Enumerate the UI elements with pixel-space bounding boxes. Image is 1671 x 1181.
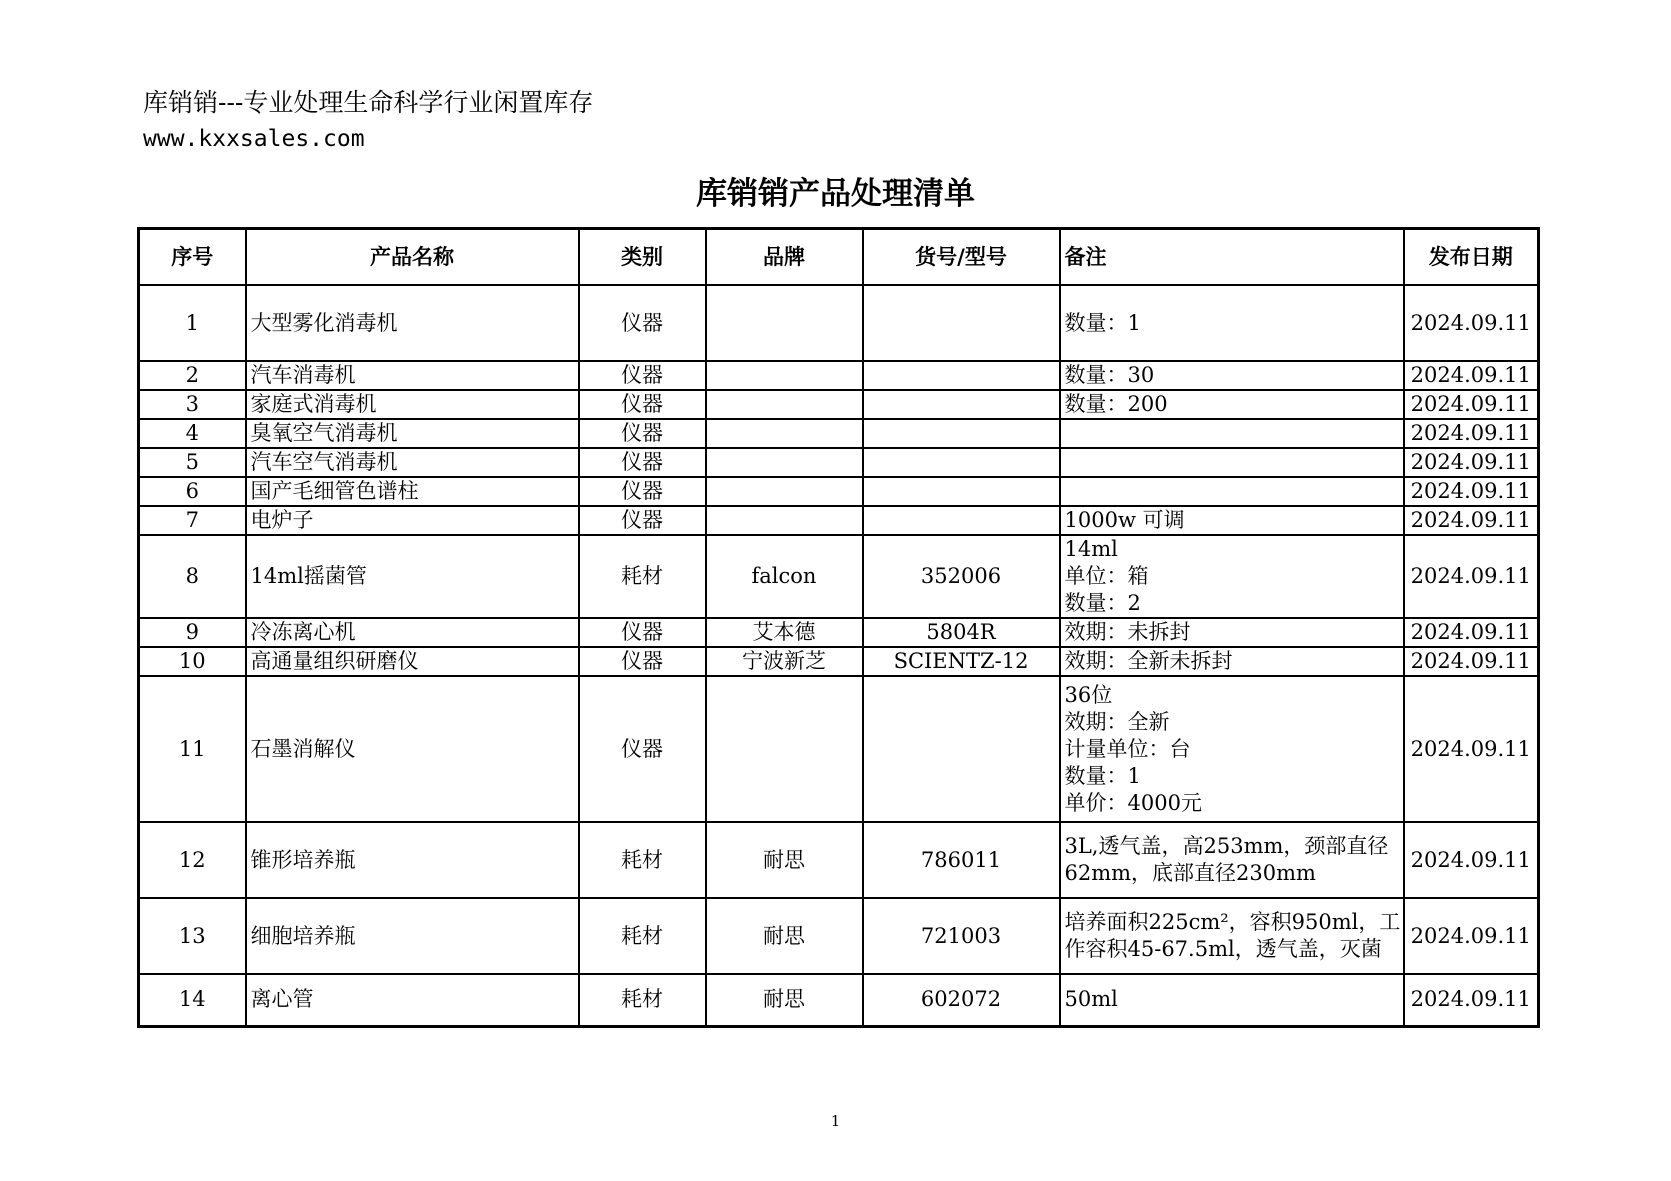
column-header-no: 序号 bbox=[139, 229, 246, 286]
cell-product-name: 高通量组织研磨仪 bbox=[246, 647, 579, 676]
cell-brand bbox=[706, 477, 863, 506]
table-row bbox=[139, 448, 1539, 477]
cell-model: 352006 bbox=[863, 535, 1060, 618]
remark-line: 数量：30 bbox=[1064, 363, 1155, 387]
table-row bbox=[139, 361, 1539, 390]
table-row bbox=[139, 822, 1539, 898]
cell-no: 9 bbox=[139, 618, 246, 647]
cell-brand bbox=[706, 506, 863, 535]
cell-model bbox=[863, 477, 1060, 506]
cell-no: 4 bbox=[139, 419, 246, 448]
table-row bbox=[139, 477, 1539, 506]
cell-date: 2024.09.11 bbox=[1404, 618, 1539, 647]
cell-category: 耗材 bbox=[579, 535, 706, 618]
document-title: 库销销产品处理清单 bbox=[696, 176, 975, 212]
cell-model bbox=[863, 285, 1060, 361]
remark-line: 计量单位：台 bbox=[1064, 736, 1191, 761]
table-row bbox=[139, 535, 1539, 618]
cell-remarks bbox=[1060, 535, 1404, 618]
remark-line: 数量：2 bbox=[1064, 591, 1141, 615]
cell-date: 2024.09.11 bbox=[1404, 419, 1539, 448]
cell-product-name: 家庭式消毒机 bbox=[246, 390, 579, 419]
cell-date: 2024.09.11 bbox=[1404, 647, 1539, 676]
remark-line: 单价：4000元 bbox=[1064, 790, 1202, 815]
cell-product-name: 细胞培养瓶 bbox=[246, 898, 579, 974]
cell-brand: 耐思 bbox=[706, 974, 863, 1026]
cell-product-name: 大型雾化消毒机 bbox=[246, 285, 579, 361]
table-row bbox=[139, 898, 1539, 974]
remark-line: 作容积45-67.5ml，透气盖，灭菌 bbox=[1064, 937, 1382, 961]
cell-date: 2024.09.11 bbox=[1404, 361, 1539, 390]
remark-line: 效期：全新 bbox=[1064, 709, 1170, 734]
remark-line: 36位 bbox=[1064, 682, 1113, 707]
cell-category: 仪器 bbox=[579, 419, 706, 448]
cell-category: 耗材 bbox=[579, 898, 706, 974]
cell-model bbox=[863, 361, 1060, 390]
remark-line: 单位：箱 bbox=[1064, 564, 1149, 588]
cell-product-name: 电炉子 bbox=[246, 506, 579, 535]
cell-no: 6 bbox=[139, 477, 246, 506]
cell-remarks bbox=[1060, 419, 1404, 448]
table-row bbox=[139, 618, 1539, 647]
cell-brand bbox=[706, 448, 863, 477]
website-url: www.kxxsales.com bbox=[143, 126, 365, 152]
cell-date: 2024.09.11 bbox=[1404, 390, 1539, 419]
cell-remarks bbox=[1060, 676, 1404, 822]
table-row bbox=[139, 676, 1539, 822]
cell-no: 1 bbox=[139, 285, 246, 361]
cell-brand bbox=[706, 676, 863, 822]
cell-remarks bbox=[1060, 285, 1404, 361]
cell-brand: 艾本德 bbox=[706, 618, 863, 647]
column-header-model: 货号/型号 bbox=[863, 229, 1060, 286]
table-row bbox=[139, 647, 1539, 676]
cell-product-name: 14ml摇菌管 bbox=[246, 535, 579, 618]
remark-line: 3L,透气盖，高253mm，颈部直径 bbox=[1064, 834, 1389, 858]
remark-line: 数量：1 bbox=[1064, 310, 1141, 335]
company-slogan: 库销销---专业处理生命科学行业闲置库存 bbox=[143, 88, 594, 117]
cell-brand: 宁波新芝 bbox=[706, 647, 863, 676]
table-body bbox=[139, 285, 1539, 1026]
column-header-brand: 品牌 bbox=[706, 229, 863, 286]
cell-date: 2024.09.11 bbox=[1404, 448, 1539, 477]
cell-model bbox=[863, 676, 1060, 822]
cell-remarks bbox=[1060, 618, 1404, 647]
cell-brand: 耐思 bbox=[706, 822, 863, 898]
table-row bbox=[139, 506, 1539, 535]
cell-category: 耗材 bbox=[579, 822, 706, 898]
cell-date: 2024.09.11 bbox=[1404, 898, 1539, 974]
remark-line: 培养面积225cm²，容积950ml，工 bbox=[1064, 910, 1401, 934]
cell-category: 仪器 bbox=[579, 676, 706, 822]
column-header-date: 发布日期 bbox=[1404, 229, 1539, 286]
cell-date: 2024.09.11 bbox=[1404, 535, 1539, 618]
cell-model bbox=[863, 419, 1060, 448]
cell-remarks bbox=[1060, 506, 1404, 535]
product-table bbox=[137, 227, 1540, 1028]
table-row bbox=[139, 974, 1539, 1026]
cell-no: 12 bbox=[139, 822, 246, 898]
cell-no: 14 bbox=[139, 974, 246, 1026]
page-number: 1 bbox=[830, 1112, 841, 1130]
cell-remarks bbox=[1060, 822, 1404, 898]
cell-remarks bbox=[1060, 361, 1404, 390]
cell-date: 2024.09.11 bbox=[1404, 676, 1539, 822]
cell-no: 7 bbox=[139, 506, 246, 535]
cell-category: 仪器 bbox=[579, 618, 706, 647]
cell-product-name: 离心管 bbox=[246, 974, 579, 1026]
cell-brand bbox=[706, 390, 863, 419]
cell-model bbox=[863, 390, 1060, 419]
cell-date: 2024.09.11 bbox=[1404, 974, 1539, 1026]
cell-category: 仪器 bbox=[579, 647, 706, 676]
cell-date: 2024.09.11 bbox=[1404, 822, 1539, 898]
cell-category: 仪器 bbox=[579, 448, 706, 477]
table-row bbox=[139, 285, 1539, 361]
cell-brand bbox=[706, 361, 863, 390]
remark-line: 62mm，底部直径230mm bbox=[1064, 861, 1316, 885]
remark-line: 50ml bbox=[1064, 987, 1118, 1012]
cell-model: 602072 bbox=[863, 974, 1060, 1026]
cell-model: 786011 bbox=[863, 822, 1060, 898]
cell-product-name: 冷冻离心机 bbox=[246, 618, 579, 647]
cell-no: 11 bbox=[139, 676, 246, 822]
table-row bbox=[139, 419, 1539, 448]
cell-no: 10 bbox=[139, 647, 246, 676]
cell-category: 仪器 bbox=[579, 361, 706, 390]
cell-no: 2 bbox=[139, 361, 246, 390]
cell-no: 8 bbox=[139, 535, 246, 618]
remark-line: 14ml bbox=[1064, 537, 1118, 561]
cell-category: 仪器 bbox=[579, 390, 706, 419]
cell-product-name: 臭氧空气消毒机 bbox=[246, 419, 579, 448]
cell-no: 13 bbox=[139, 898, 246, 974]
cell-category: 仪器 bbox=[579, 477, 706, 506]
column-header-remarks: 备注 bbox=[1060, 229, 1404, 286]
cell-no: 3 bbox=[139, 390, 246, 419]
cell-product-name: 汽车消毒机 bbox=[246, 361, 579, 390]
cell-model: 721003 bbox=[863, 898, 1060, 974]
cell-remarks bbox=[1060, 390, 1404, 419]
cell-brand: falcon bbox=[706, 535, 863, 618]
cell-remarks bbox=[1060, 448, 1404, 477]
cell-brand bbox=[706, 419, 863, 448]
cell-model: 5804R bbox=[863, 618, 1060, 647]
remark-line: 效期：未拆封 bbox=[1064, 620, 1191, 644]
cell-remarks bbox=[1060, 477, 1404, 506]
table-header-row bbox=[139, 229, 1539, 286]
cell-remarks bbox=[1060, 647, 1404, 676]
cell-date: 2024.09.11 bbox=[1404, 285, 1539, 361]
table-row bbox=[139, 390, 1539, 419]
cell-product-name: 国产毛细管色谱柱 bbox=[246, 477, 579, 506]
cell-model: SCIENTZ-12 bbox=[863, 647, 1060, 676]
cell-no: 5 bbox=[139, 448, 246, 477]
cell-date: 2024.09.11 bbox=[1404, 506, 1539, 535]
cell-category: 仪器 bbox=[579, 506, 706, 535]
cell-brand: 耐思 bbox=[706, 898, 863, 974]
cell-category: 耗材 bbox=[579, 974, 706, 1026]
remark-line: 数量：200 bbox=[1064, 392, 1168, 416]
remark-line: 1000w 可调 bbox=[1064, 508, 1185, 532]
cell-product-name: 石墨消解仪 bbox=[246, 676, 579, 822]
cell-model bbox=[863, 448, 1060, 477]
column-header-name: 产品名称 bbox=[246, 229, 579, 286]
cell-date: 2024.09.11 bbox=[1404, 477, 1539, 506]
cell-category: 仪器 bbox=[579, 285, 706, 361]
cell-brand bbox=[706, 285, 863, 361]
remark-line: 数量：1 bbox=[1064, 763, 1141, 788]
cell-model bbox=[863, 506, 1060, 535]
cell-product-name: 锥形培养瓶 bbox=[246, 822, 579, 898]
cell-remarks bbox=[1060, 898, 1404, 974]
cell-product-name: 汽车空气消毒机 bbox=[246, 448, 579, 477]
column-header-category: 类别 bbox=[579, 229, 706, 286]
remark-line: 效期：全新未拆封 bbox=[1064, 649, 1233, 673]
cell-remarks bbox=[1060, 974, 1404, 1026]
